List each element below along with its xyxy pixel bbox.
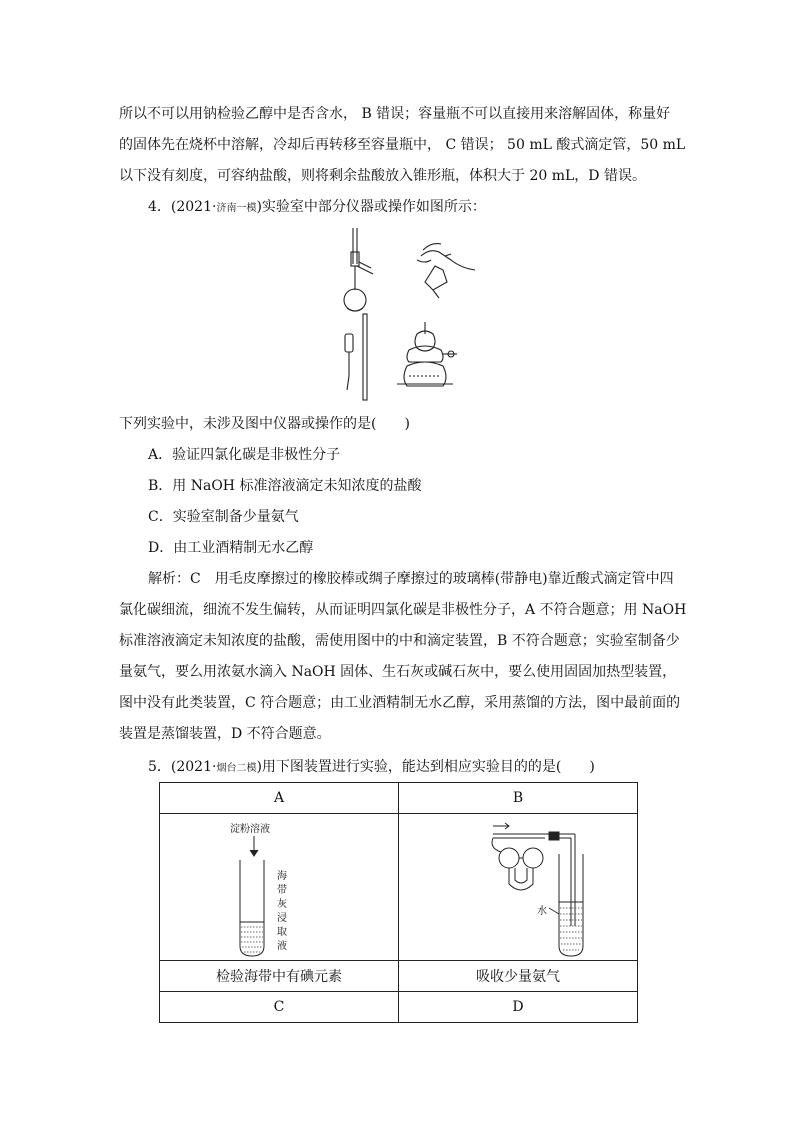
analysis-line: 图中没有此类装置，C 符合题意；由工业酒精制无水乙醇，采用蒸馏的方法，图中最前面的	[119, 695, 681, 711]
question-5-stem: 5．(2021·烟台二模)用下图装置进行实验，能达到相应实验目的的是( )	[148, 759, 595, 775]
label-water: 水	[537, 906, 547, 917]
apparatus-a-cell	[160, 814, 399, 961]
options-table	[159, 782, 638, 1023]
analysis-line: 装置是蒸馏装置，D 不符合题意。	[119, 726, 331, 742]
option-b: B．用 NaOH 标准溶液滴定未知浓度的盐酸	[148, 478, 422, 494]
apparatus-b-cell	[399, 814, 638, 961]
option-c: C．实验室制备少量氨气	[148, 509, 299, 525]
analysis-line: 氯化碳细流，细流不发生偏转，从而证明四氯化碳是非极性分子，A 不符合题意；用 NaOH	[119, 602, 687, 618]
text-line: 所以不可以用钠检验乙醇中是否含水， B 错误；容量瓶不可以直接用来溶解固体，称量好	[119, 106, 671, 122]
label-kelp: 海带灰浸取液	[277, 871, 287, 952]
apparatus-figure	[335, 226, 495, 404]
table-header-d: D	[399, 992, 638, 1023]
question-4-prompt: 下列实验中，未涉及图中仪器或操作的是( )	[119, 416, 410, 432]
option-a: A．验证四氯化碳是非极性分子	[148, 447, 341, 463]
table-header-a: A	[160, 783, 399, 814]
caption-a: 检验海带中有碘元素	[160, 961, 399, 992]
table-header-c: C	[160, 992, 399, 1023]
label-starch: 淀粉溶液	[230, 824, 270, 835]
analysis-line: 解析：C 用毛皮摩擦过的橡胶棒或绸子摩擦过的玻璃棒(带静电)靠近酸式滴定管中四	[148, 571, 674, 587]
analysis-line: 标准溶液滴定未知浓度的盐酸，需使用图中的中和滴定装置，B 不符合题意；实验室制备少	[119, 633, 680, 649]
text-line: 的固体先在烧杯中溶解，冷却后再转移至容量瓶中， C 错误； 50 mL 酸式滴定管，50 mL	[119, 137, 686, 153]
text-line: 以下没有刻度，可容纳盐酸，则将剩余盐酸放入锥形瓶，体积大于 20 mL，D 错误。	[119, 168, 646, 184]
table-header-b: B	[399, 783, 638, 814]
analysis-line: 量氨气，要么用浓氨水滴入 NaOH 固体、生石灰或碱石灰中，要么使用固固加热型装置，	[119, 664, 677, 680]
caption-b: 吸收少量氨气	[399, 961, 638, 992]
question-4-stem: 4．(2021·济南一模)实验室中部分仪器或操作如图所示：	[148, 199, 486, 215]
option-d: D．由工业酒精制无水乙醇	[148, 540, 314, 556]
